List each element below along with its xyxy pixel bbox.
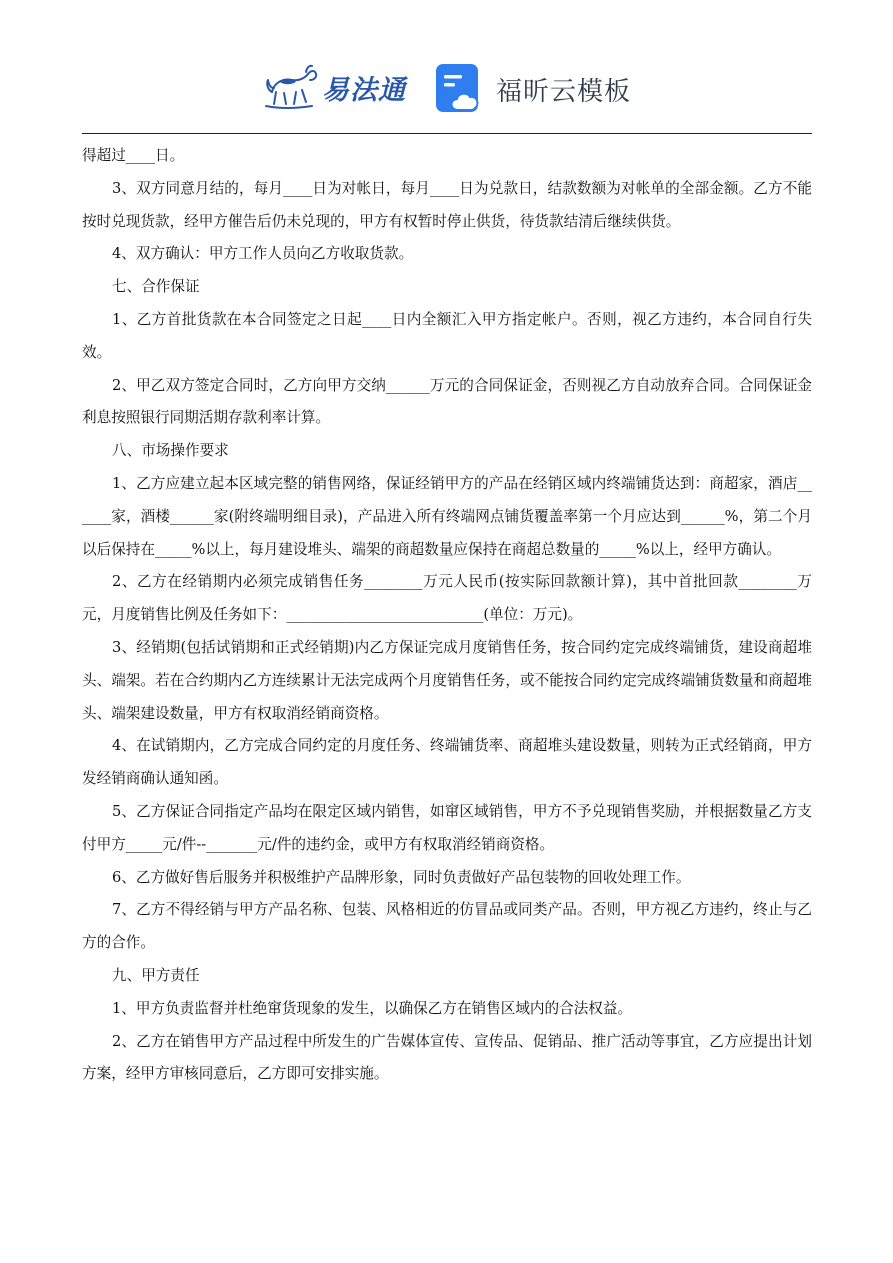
logo-right-text: 福昕云模板 <box>496 76 632 107</box>
cloud-document-icon <box>436 64 484 114</box>
document-paragraph: 2、乙方在销售甲方产品过程中所发生的广告媒体宣传、宣传品、促销品、推广活动等事宜，乙方应提出计划方案，经甲方审核同意后，乙方即可安排实施。 <box>82 1032 812 1083</box>
document-paragraph: 1、乙方应建立起本区域完整的销售网络，保证经销甲方的产品在经销区域内终端铺货达到：商超家，酒店______家，酒楼______家(附终端明细目录)，产品进入所有终端网点铺货覆盖率第一个月应达到______%，第二个月以后保持在_____%以上，每月建设堆头、端架的商超数量应保持在商超总数量的_____%以上，经甲方确认。 <box>82 474 812 558</box>
document-paragraph: 2、甲乙双方签定合同时，乙方向甲方交纳______万元的合同保证金，否则视乙方自动放弃合同。合同保证金利息按照银行同期活期存款利率计算。 <box>82 376 812 427</box>
document-paragraph: 九、甲方责任 <box>112 966 200 984</box>
document-paragraph: 7、乙方不得经销与甲方产品名称、包装、风格相近的仿冒品或同类产品。否则，甲方视乙方违约，终止与乙方的合作。 <box>82 901 812 952</box>
yifatong-logo <box>262 62 406 112</box>
header-divider <box>82 133 812 134</box>
document-paragraph: 七、合作保证 <box>112 278 200 296</box>
document-paragraph: 八、市场操作要求 <box>112 442 229 460</box>
fuxin-logo <box>436 64 631 114</box>
document-paragraph: 4、在试销期内，乙方完成合同约定的月度任务、终端铺货率、商超堆头建设数量，则转为正式经销商，甲方发经销商确认通知函。 <box>82 737 812 788</box>
document-paragraph: 2、乙方在经销期内必须完成销售任务________万元人民币(按实际回款额计算)，其中首批回款________万元，月度销售比例及任务如下：___________________________(单位：万元)。 <box>82 573 812 624</box>
document-body <box>82 140 812 1091</box>
document-paragraph: 1、乙方首批货款在本合同签定之日起____日内全额汇入甲方指定帐户。否则，视乙方违约，本合同自行失效。 <box>82 310 812 361</box>
page-header <box>0 58 893 120</box>
document-paragraph: 得超过____日。 <box>82 147 185 164</box>
document-paragraph: 3、双方同意月结的，每月____日为对帐日，每月____日为兑款日，结款数额为对帐单的全部金额。乙方不能按时兑现货款，经甲方催告后仍未兑现的，甲方有权暂时停止供货，待货款结清后继续供货。 <box>82 179 812 230</box>
qilin-logo-icon <box>262 62 320 112</box>
document-paragraph: 4、双方确认：甲方工作人员向乙方收取货款。 <box>112 245 414 263</box>
logo-left-text: 易法通 <box>322 74 406 106</box>
document-paragraph: 1、甲方负责监督并杜绝窜货现象的发生，以确保乙方在销售区域内的合法权益。 <box>112 999 633 1017</box>
document-paragraph: 6、乙方做好售后服务并积极维护产品牌形象，同时负责做好产品包装物的回收处理工作。 <box>112 868 691 886</box>
document-paragraph: 3、经销期(包括试销期和正式经销期)内乙方保证完成月度销售任务，按合同约定完成终端铺货，建设商超堆头、端架。若在合约期内乙方连续累计无法完成两个月度销售任务，或不能按合同约定完成终端铺货数量和商超堆头、端架建设数量，甲方有权取消经销商资格。 <box>82 638 812 722</box>
document-paragraph: 5、乙方保证合同指定产品均在限定区域内销售，如窜区域销售，甲方不予兑现销售奖励，并根据数量乙方支付甲方_____元/件--_______元/件的违约金，或甲方有权取消经销商资格。 <box>82 802 812 853</box>
